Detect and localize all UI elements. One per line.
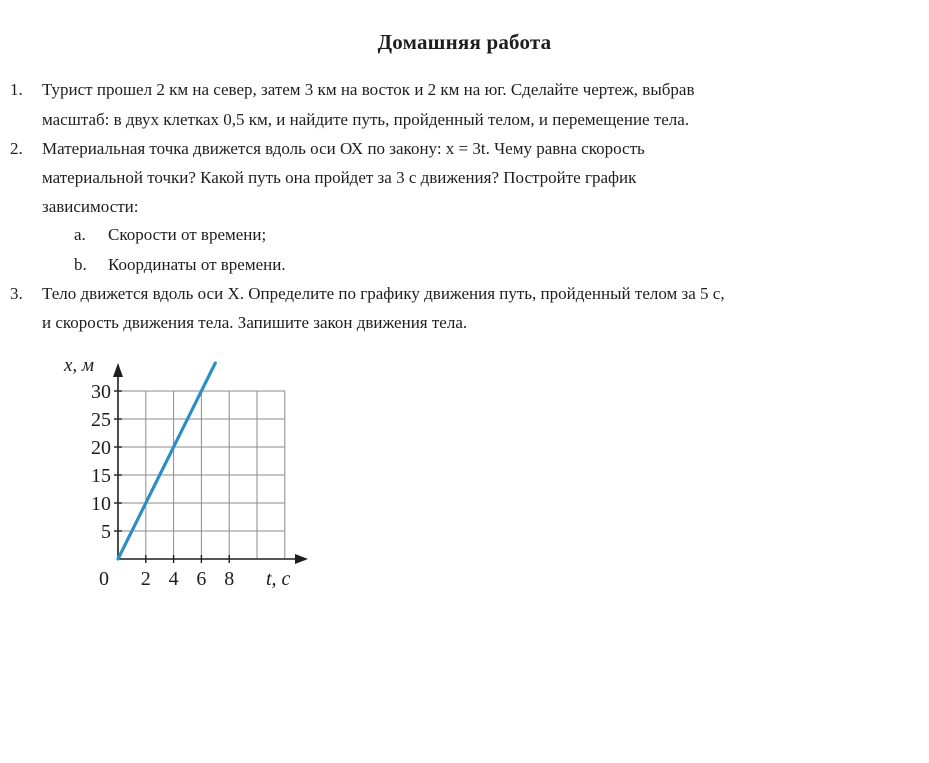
y-tick-label: 10 [91,493,111,515]
y-axis-label: x, м [64,355,95,376]
y-tick-label: 20 [91,437,111,459]
graph-grid [118,391,285,559]
x-tick-label: 8 [224,568,235,590]
task-text-line: зависимости: [42,197,139,216]
task-number: 3. [10,284,23,303]
subitem-text: Скорости от времени; [108,225,267,244]
x-tick-label: 6 [196,568,207,590]
task-text-line: Турист прошел 2 км на север, затем 3 км на восток и 2 км на юг. Сделайте чертеж, выбрав [42,80,695,99]
page-title: Домашняя работа [377,30,552,54]
subitem-marker: a. [74,225,86,244]
task-text-line: Материальная точка движется вдоль оси ОХ по закону: x = 3t. Чему равна скорость [42,139,645,158]
y-axis-arrow [113,363,123,377]
origin-label: 0 [99,568,109,590]
y-tick-label: 15 [91,465,111,487]
x-axis-label: t, с [266,568,291,590]
task-number: 1. [10,80,23,99]
task-text-line: материальной точки? Какой путь она пройдет за 3 с движения? Постройте график [42,168,637,187]
graph-axes [113,363,308,564]
task-text-line: Тело движется вдоль оси Х. Определите по графику движения путь, пройденный телом за 5 с, [42,284,725,303]
graph-series [118,363,215,559]
series-line [118,363,215,559]
subitem-text: Координаты от времени. [108,255,286,274]
task-text-line: масштаб: в двух клетках 0,5 км, и найдите путь, пройденный телом, и перемещение тела. [42,110,690,129]
x-tick-label: 2 [140,568,151,590]
x-axis-arrow [295,554,308,564]
y-tick-label: 25 [91,409,111,431]
subitem-marker: b. [74,255,87,274]
x-tick-label: 4 [168,568,179,590]
y-tick-label: 30 [91,381,111,403]
y-tick-label: 5 [101,521,111,543]
task-text-line: и скорость движения тела. Запишите закон движения тела. [42,313,468,332]
task-number: 2. [10,139,23,158]
